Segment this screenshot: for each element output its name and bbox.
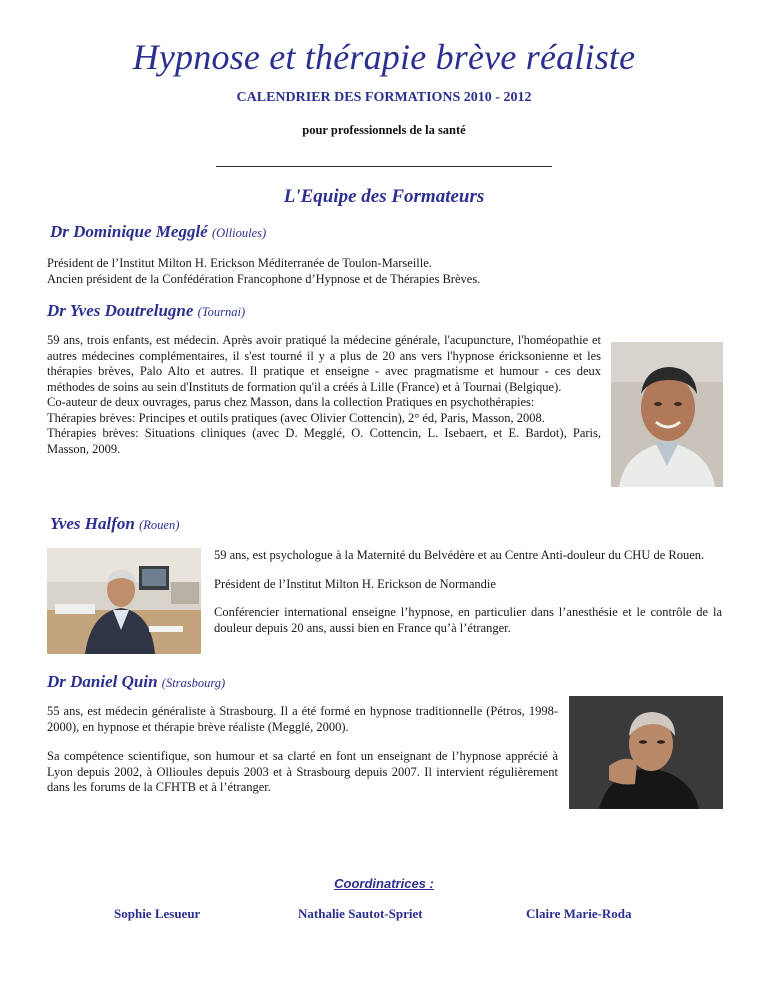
coordinator-name: Nathalie Sautot-Spriet [298,906,423,921]
trainer-name-doutrelugne [47,301,245,321]
trainer-name-megle [50,222,266,242]
audience-subtitle: pour professionnels de la santé [302,123,466,137]
bio-paragraph: 55 ans, est médecin généraliste à Strasbourg. Il a été formé en hypnose traditionnelle (Pétros, 1998- 2000), en hypnose et thérapie brève réaliste (Megglé, 2000). [47,704,558,734]
bio-paragraph: Thérapies brèves: Principes et outils pratiques (avec Olivier Cottencin), 2° éd, Paris, Masson, 2008. [47,410,545,425]
bio-paragraph: Conférencier international enseigne l’hypnose, en particulier dans l’anesthésie et le contrôle de la douleur depuis 20 ans, aussi bien en France qu’à l’étranger. [214,605,722,635]
trainer-bio-halfon [214,548,722,636]
document-title: Hypnose et thérapie brève réaliste [132,37,636,77]
bio-line: Ancien président de la Confédération Francophone d’Hypnose et de Thérapies Brèves. [47,271,481,286]
trainer-bio-doutrelugne [47,333,601,457]
bio-paragraph: Président de l’Institut Milton H. Erickson de Normandie [214,576,496,591]
bio-paragraph: Co-auteur de deux ouvrages, parus chez Masson, dans la collection Pratiques en psychothérapies: [47,395,535,409]
bio-line: Président de l’Institut Milton H. Erickson Méditerranée de Toulon-Marseille. [47,256,432,270]
coordinator-name: Sophie Lesueur [114,906,201,921]
trainer-name-quin [47,672,225,692]
trainer-photo-doutrelugne [611,342,723,487]
trainer-name: Dr Daniel Quin [47,672,158,691]
trainer-photo-quin [569,696,723,809]
bio-paragraph: Thérapies brèves: Situations cliniques (avec D. Megglé, O. Cottencin, L. Isebaert, et E. Bardot), Paris, Masson, 2009. [47,426,601,456]
trainer-name: Dr Yves Doutrelugne [47,301,194,320]
portrait-image [569,696,723,809]
office-photo-image [47,548,201,654]
calendar-subtitle: CALENDRIER DES FORMATIONS 2010 - 2012 [236,90,532,105]
trainer-bio-quin [47,704,558,796]
bio-paragraph: 59 ans, trois enfants, est médecin. Après avoir pratiqué la médecine générale, l'acupuncture, l'homéopathie et autres médecines complémentaires, il s'est tourné il y a plus de 20 ans vers l'hypnose éricksonienne et les thérapies brèves, Palo Alto et autres. Il pratique et enseigne - avec pragmatisme et humour - ces deux méthodes de soins au sein d'Instituts de formation qu'il a créés à Lille (France) et à Tournai (Belgique). [47,333,601,394]
coordinators-heading: Coordinatrices : [334,876,434,891]
portrait-image [611,342,723,487]
bio-paragraph: 59 ans, est psychologue à la Maternité du Belvédère et au Centre Anti-douleur du CHU de Rouen. [214,548,705,562]
divider-line [216,166,552,167]
trainer-location: (Rouen) [139,518,180,532]
coordinator-name: Claire Marie-Roda [526,906,632,921]
section-title: L'Equipe des Formateurs [283,186,485,207]
bio-paragraph: Sa compétence scientifique, son humour et sa clarté en font un enseignant de l’hypnose apprécié à Lyon depuis 2002, à Ollioules depuis 2003 et à Strasbourg depuis 2007. Il intervient régulièrement dans les forums de la CFHTB et à l’étranger. [47,749,558,794]
trainer-photo-halfon [47,548,201,654]
trainer-name-halfon [50,514,179,534]
trainer-name: Dr Dominique Megglé [50,222,208,241]
trainer-location: (Tournai) [197,305,246,319]
trainer-bio-megle [47,256,727,287]
trainer-name: Yves Halfon [50,514,135,533]
trainer-location: (Strasbourg) [161,676,226,690]
trainer-location: (Ollioules) [211,226,267,240]
